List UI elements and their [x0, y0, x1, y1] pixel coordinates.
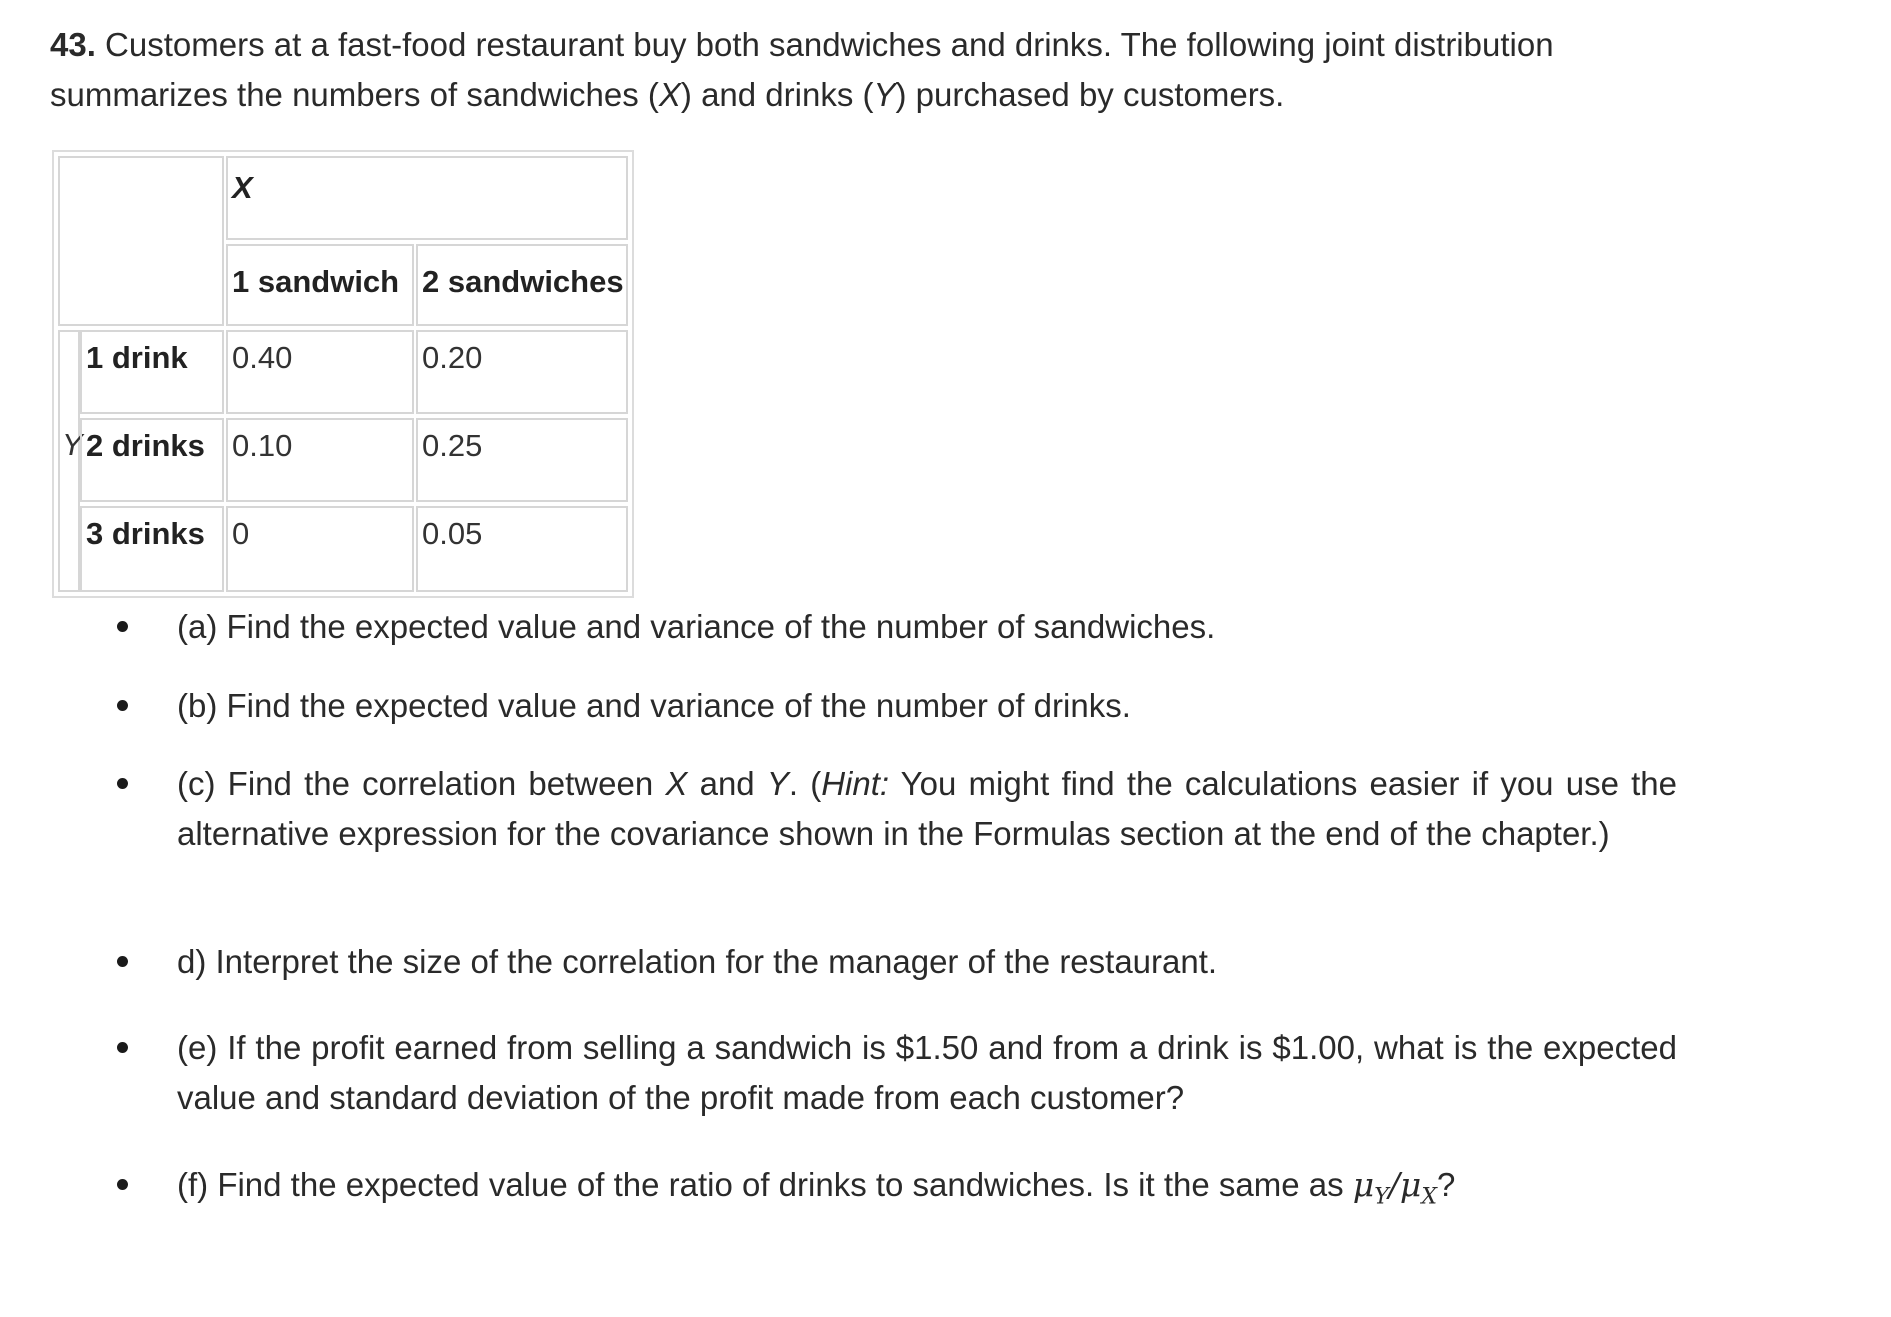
column-header-1-sandwich: 1 sandwich	[226, 244, 414, 326]
cell-1drink-2sandwiches: 0.20	[416, 330, 628, 414]
column-header-2-sandwiches: 2 sandwiches	[416, 244, 628, 326]
question-d: d) Interpret the size of the correlation for the manager of the restaurant.	[177, 937, 1677, 987]
intro-text-1: Customers at a fast-food restaurant buy both sandwiches and drinks. The following joint distribution summarizes the numbers of sandwiches (	[50, 26, 1554, 113]
row-header-2-drinks: 2 drinks	[80, 418, 224, 502]
bullet-icon	[117, 621, 128, 632]
x-variable-header: X	[226, 156, 628, 240]
mu-ratio-expression: $\mu_Y/\mu_X$	[1352, 1165, 1437, 1210]
question-a: (a) Find the expected value and variance of the number of sandwiches.	[177, 602, 1677, 652]
question-b: (b) Find the expected value and variance of the number of drinks.	[177, 681, 1677, 731]
cell-3drinks-1sandwich: 0	[226, 506, 414, 592]
intro-text-2: ) and drinks (	[680, 76, 874, 113]
intro-var-x: X	[658, 76, 681, 113]
cell-2drinks-2sandwiches: 0.25	[416, 418, 628, 502]
row-header-3-drinks: 3 drinks	[80, 506, 224, 592]
problem-statement	[50, 20, 1690, 120]
intro-text-3: ) purchased by customers.	[895, 76, 1285, 113]
question-f: (f) Find the expected value of the ratio of drinks to sandwiches. Is it the same as $\mu_Y/\mu_X$?	[177, 1160, 1677, 1223]
intro-var-y: Y	[873, 76, 896, 113]
table-corner-cell	[58, 156, 224, 326]
bullet-icon	[117, 956, 128, 967]
y-variable-label: Y	[62, 427, 83, 462]
problem-number: 43.	[50, 26, 96, 63]
cell-2drinks-1sandwich: 0.10	[226, 418, 414, 502]
question-c: (c) Find the correlation between X and Y. (Hint: You might find the calculations easier if you use the alternative expression for the covariance shown in the Formulas section at the end of the chapter.)	[177, 759, 1677, 859]
question-e: (e) If the profit earned from selling a sandwich is $1.50 and from a drink is $1.00, what is the expected value and standard deviation of the profit made from each customer?	[177, 1023, 1677, 1123]
bullet-icon	[117, 700, 128, 711]
row-header-1-drink: 1 drink	[80, 330, 224, 414]
joint-distribution-table	[52, 150, 634, 598]
cell-1drink-1sandwich: 0.40	[226, 330, 414, 414]
cell-3drinks-2sandwiches: 0.05	[416, 506, 628, 592]
bullet-icon	[117, 778, 128, 789]
bullet-icon	[117, 1179, 128, 1190]
bullet-icon	[117, 1042, 128, 1053]
